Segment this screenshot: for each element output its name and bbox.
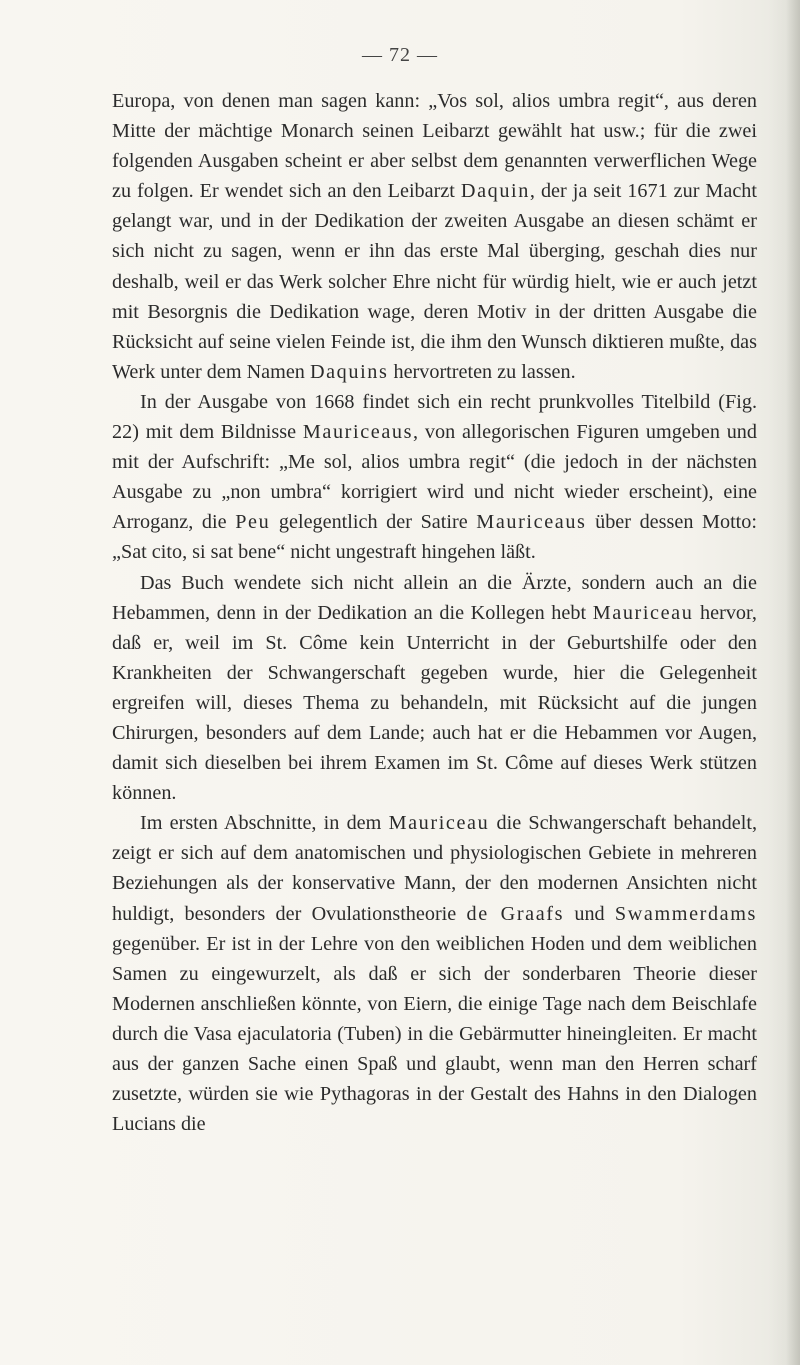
text-segment: hervor, daß er, weil im St. Côme kein Unterricht in der Geburtshilfe oder den Krankheiten der Schwangerschaft gegeben wurde, hier die Gelegenheit ergreifen will, dieses Thema zu behandeln, mit Rücksicht auf die jungen Chirurgen, besonders auf dem Lande; auch hat er die Hebammen vor Augen, damit sich dieselben bei ihrem Examen im St. Côme auf dieses Werk stützen können. bbox=[112, 601, 757, 805]
text-segment: die Schwangerschaft behandelt, zeigt er sich auf dem anatomischen und physiologischen Gebiete in mehreren Beziehungen als der konservative Mann, der den modernen Ansichten nicht huldigt, besonders der Ovulationstheorie bbox=[112, 812, 758, 925]
text-segment: Das Buch wendete sich nicht allein an die Ärzte, sondern auch an die Hebammen, denn in der Dedikation an die Kollegen hebt bbox=[112, 571, 757, 624]
paragraph-2 bbox=[112, 387, 757, 568]
spaced-name: Mauriceau bbox=[388, 812, 490, 835]
spaced-name: Daquins bbox=[309, 360, 389, 383]
text-segment: In der Ausgabe von 1668 findet sich ein recht prunkvolles Titelbild (Fig. 22) mit dem Bildnisse bbox=[112, 390, 757, 444]
text-segment: , von allegorischen Figuren umgeben und mit der Aufschrift: „Me sol, alios umbra regit“ (die jedoch in der nächsten Ausgabe zu „non umbra“ korrigiert wird und nicht wieder erscheint), eine Arroganz, die bbox=[112, 421, 757, 534]
paragraph-4 bbox=[112, 808, 757, 1139]
text-segment: Europa, von denen man sagen kann: „Vos sol, alios umbra regit“, aus deren Mitte der mächtige Monarch seinen Leibarzt gewählt hat usw.; für die zwei folgenden Ausgaben scheint er aber selbst dem genannten verwerflichen Wege zu folgen. Er wendet sich an den Leibarzt bbox=[112, 90, 757, 203]
text-segment: hervortreten zu lassen. bbox=[388, 360, 576, 383]
text-segment: Im ersten Abschnitte, in dem bbox=[140, 812, 389, 835]
spaced-name: Mauriceaus bbox=[302, 421, 414, 444]
spaced-name: Mauriceau bbox=[592, 601, 694, 624]
text-segment: gelegentlich der Satire bbox=[270, 511, 477, 534]
text-segment: , der ja seit 1671 zur Macht gelangt war, und in der Dedikation der zweiten Ausgabe an diesen schämt er sich nicht zu sagen, wenn er ihn das erste Mal überging, geschah dies nur deshalb, weil er das Werk solcher Ehre nicht für würdig hielt, wie er auch jetzt mit Besorgnis die Dedikation wage, deren Motiv in der dritten Ausgabe die Rücksicht auf seine vielen Feinde ist, die ihm den Wunsch diktieren mußte, das Werk unter dem Namen bbox=[112, 180, 757, 383]
spaced-name: Mauriceaus bbox=[476, 511, 587, 534]
spaced-name: Swammerdams bbox=[614, 902, 757, 925]
paragraph-1 bbox=[112, 86, 757, 387]
text-segment: über dessen Motto: „Sat cito, si sat bene“ nicht ungestraft hingehen läßt. bbox=[112, 511, 757, 564]
text-segment: gegenüber. Er ist in der Lehre von den weiblichen Hoden und dem weiblichen Samen zu eingewurzelt, als daß er sich der sonderbaren Theorie dieser Modernen anschließen könnte, von Eiern, die einige Tage nach dem Beischlafe durch die Vasa ejaculatoria (Tuben) in die Gebärmutter hineingleiten. Er macht aus der ganzen Sache einen Spaß und glaubt, wenn man den Herren scharf zusetzte, würden sie wie Pythagoras in der Gestalt des Hahns in den Dialogen Lucians die bbox=[112, 932, 757, 1136]
spaced-name: Daquin bbox=[460, 180, 530, 203]
spaced-name: de Graafs bbox=[466, 902, 565, 925]
page-edge-shadow bbox=[786, 0, 800, 1365]
body-text bbox=[112, 86, 757, 1139]
page-number: — 72 — bbox=[362, 44, 438, 66]
paragraph-3 bbox=[112, 568, 757, 809]
text-segment: und bbox=[564, 902, 615, 925]
spaced-name: Peu bbox=[235, 511, 271, 534]
